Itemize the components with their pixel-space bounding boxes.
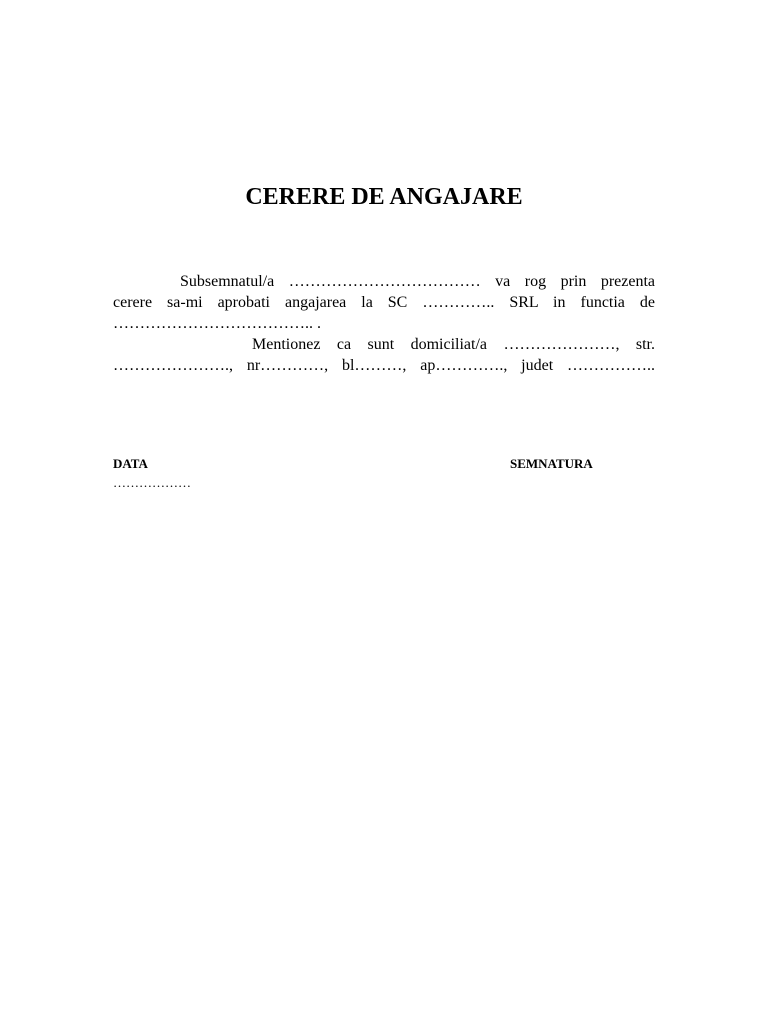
document-body [113, 271, 655, 376]
date-label: DATA [113, 456, 148, 471]
date-value: ……………… [113, 475, 191, 490]
paragraph-1-line-3: ……………………………….. . [113, 315, 321, 332]
paragraph-1-line-1: Subsemnatul/a ……………………………… va rog prin prezenta [180, 273, 655, 290]
paragraph-1-line-2: cerere sa-mi aprobati angajarea la SC ………….. SRL in functia de [113, 294, 655, 311]
document-title: CERERE DE ANGAJARE [245, 184, 523, 210]
paragraph-2-line-1: Mentionez ca sunt domiciliat/a …………………, str. [252, 336, 655, 353]
paragraph-2-line-2: …………………., nr…………, bl………, ap…………., judet …………….. [113, 357, 655, 374]
signature-label: SEMNATURA [510, 456, 593, 471]
